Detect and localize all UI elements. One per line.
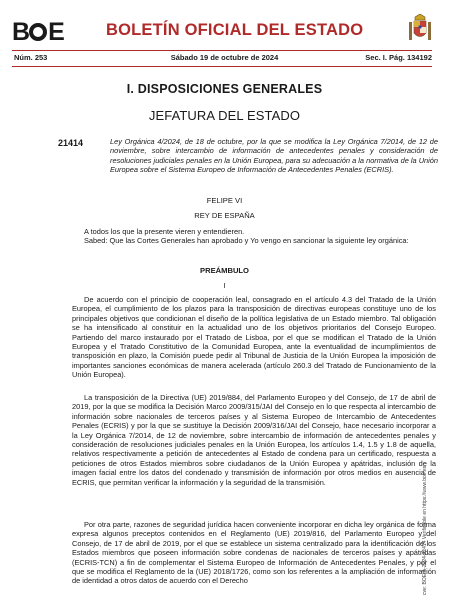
issuing-authority: JEFATURA DEL ESTADO xyxy=(148,108,301,123)
body-paragraph xyxy=(72,393,436,487)
header-rule-top xyxy=(12,50,432,51)
intro-block xyxy=(72,227,436,246)
bulletin-title: BOLETÍN OFICIAL DEL ESTADO xyxy=(106,21,364,39)
issue-date: Sábado 19 de octubre de 2024 xyxy=(170,53,279,62)
preamble-title: PREÁMBULO xyxy=(200,266,249,275)
verification-note xyxy=(422,465,446,595)
king-name: FELIPE VI xyxy=(206,196,243,205)
preamble-numeral: I xyxy=(223,281,226,290)
paragraph-text: De acuerdo con el principio de cooperación leal, consagrado en el artículo 4.3 del Tratado de la Unión Europea, el cumplimiento de los plazos para la transposición de directivas europeas constituye uno de los principales objetivos que condicionan el diseño de la política legislativa de un Estado miembro. Tal obligación se ha intensificado al constituir en la actualidad uno de los objetivos prioritarios del Consejo Europeo. Partiendo del marco instaurado por el Tratado de Lisboa, por el que se modifican el Tratado de la Unión Europea y el Tratado Constitutivo de la Comunidad Europea, ante la eventualidad de incumplimientos de transposición en plazo, la Comisión puede pedir al Tribunal de Justicia de la Unión Europea la imposición de importantes sanciones económicas de manera acelerada (artículo 260.3 del Tratado de Funcionamiento de la Unión Europea). xyxy=(72,295,436,380)
header-rule-bottom xyxy=(12,66,432,67)
verification-text: cve: BOE-A-2024-21414 Verificable en https://www.boe.es xyxy=(422,465,428,595)
body-paragraph xyxy=(72,295,436,380)
section-page: Sec. I. Pág. 134192 xyxy=(365,53,432,62)
coat-of-arms-icon xyxy=(408,14,432,44)
king-title: REY DE ESPAÑA xyxy=(194,211,255,220)
issue-number: Núm. 253 xyxy=(14,53,48,62)
intro-line: A todos los que la presente vieren y entendieren. xyxy=(84,227,245,236)
intro-line: Sabed: Que las Cortes Generales han aprobado y Yo vengo en sancionar la siguiente ley orgánica: xyxy=(84,236,409,246)
section-title: I. DISPOSICIONES GENERALES xyxy=(126,82,323,96)
document-number: 21414 xyxy=(58,138,84,148)
paragraph-text: La transposición de la Directiva (UE) 2019/884, del Parlamento Europeo y del Consejo, de 17 de abril de 2019, por la que se modifica la Decisión Marco 2009/315/JAI del Consejo en lo que respecta al intercambio de información sobre nacionales de terceros países y al Sistema Europeo de Intercambio de Antecedentes Penales (ECRIS) y por la que se sustituye la Decisión 2009/316/JAI del Consejo, hace necesario incorporar a la Ley Orgánica 7/2014, de 12 de noviembre, sobre intercambio de información de antecedentes penales y consideración de resoluciones judiciales penales en la Unión Europea, los artículos 1.4, 1.5 y 1.8 de aquella, relativos respectivamente a petición de antecedentes al Estado de condena para un certificado, respuesta a peticiones de otros Estados miembros sobre ciudadanos de la Unión Europea y apátridas, inclusión de la imagen facial entre los datos del condenado y transmisión de información por otros medios en ausencia de ECRIS, que permitan verificar la información y la seguridad de la transmisión. xyxy=(72,393,436,487)
page-header xyxy=(12,18,432,46)
document-summary: Ley Orgánica 4/2024, de 18 de octubre, por la que se modifica la Ley Orgánica 7/2014, de 12 de noviembre, sobre intercambio de información de antecedentes penales y consideración de resoluciones judiciales penales en la Unión Europea, para su adecuación a la normativa de la Unión Europea sobre el Sistema Europeo de Información de Antecedentes Penales (ECRIS). xyxy=(110,137,438,174)
body-paragraph xyxy=(72,520,436,586)
boe-logo: B E xyxy=(12,18,63,46)
paragraph-text: Por otra parte, razones de seguridad jurídica hacen conveniente incorporar en dicha ley orgánica de forma expresa algunos preceptos contenidos en el Reglamento (UE) 2019/816, del Parlamento Europeo y del Consejo, de 17 de abril de 2019, por el que se establece un sistema centralizado para la identificación de los Estados miembros que poseen información sobre condenas de nacionales de terceros países y apátridas (ECRIS-TCN) a fin de complementar el Sistema Europeo de Información de Antecedentes Penales, y por el que se modifica el Reglamento de la (UE) 2018/1726, como son los referentes a la ampliación de información de identidad a otros datos de acuerdo con el Derecho xyxy=(72,520,436,586)
